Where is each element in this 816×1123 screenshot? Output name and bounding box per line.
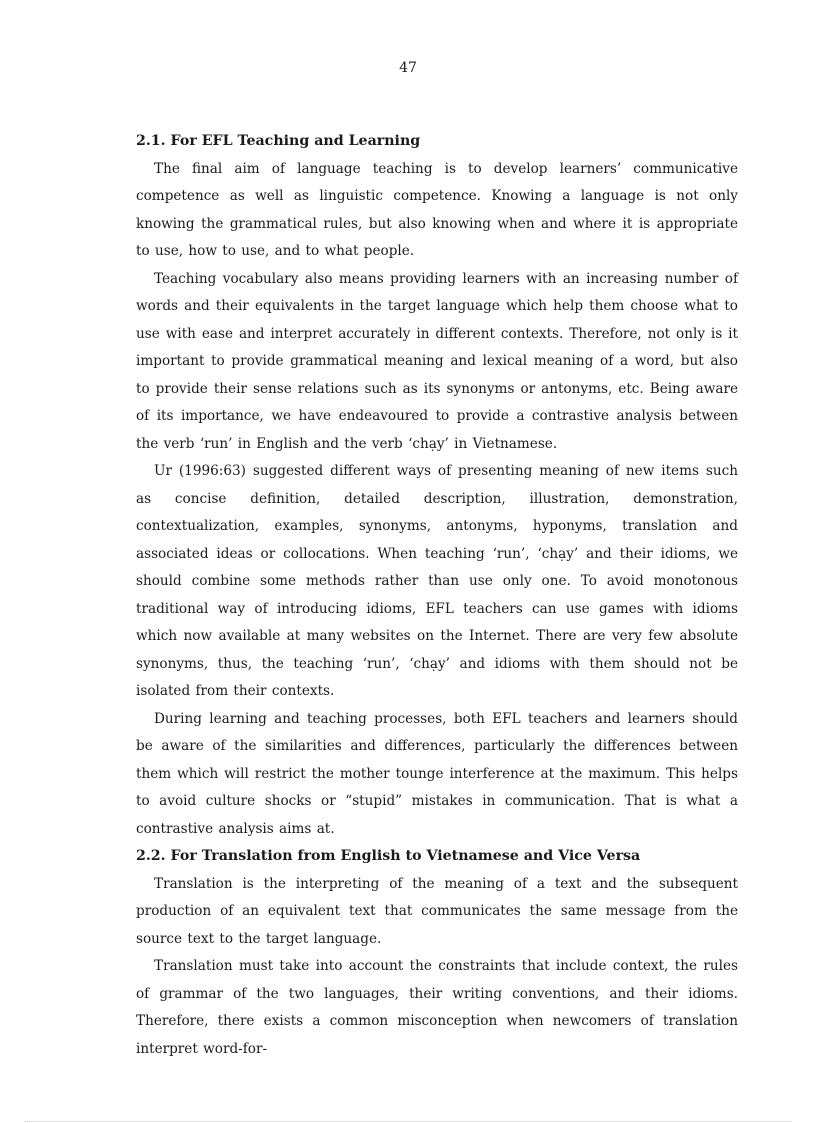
section-translation bbox=[136, 843, 738, 1063]
section-efl-teaching bbox=[136, 128, 738, 843]
page-bottom-border bbox=[24, 1121, 792, 1122]
paragraph: The final aim of language teaching is to develop learners’ communicative competence as well as linguistic competence. Knowing a language is not only knowing the grammatical rules, but also knowing when and where it is appropriate to use, how to use, and to what people. bbox=[136, 160, 738, 259]
paragraph: Ur (1996:63) suggested different ways of presenting meaning of new items such as concise definition, detailed description, illustration, demonstration, contextualization, examples, synonyms, antonyms, hyponyms, translation and associated ideas or collocations. When teaching ‘run’, ‘chạy’ and their idioms, we should combine some methods rather than use only one. To avoid monotonous traditional way of introducing idioms, EFL teachers can use games with idioms which now available at many websites on the Internet. There are very few absolute synonyms, thus, the teaching ‘run’, ‘chạy’ and idioms with them should not be isolated from their contexts. bbox=[136, 463, 738, 699]
paragraph: During learning and teaching processes, both EFL teachers and learners should be aware of the similarities and differences, particularly the differences between them which will restrict the mother tounge interference at the maximum. This helps to avoid culture shocks or “stupid” mistakes in communication. That is what a contrastive analysis aims at. bbox=[136, 710, 738, 837]
section-heading: 2.1. For EFL Teaching and Learning bbox=[136, 133, 421, 149]
document-body bbox=[136, 128, 738, 1063]
paragraph: Translation must take into account the constraints that include context, the rules of grammar of the two languages, their writing conventions, and their idioms. Therefore, there exists a common misconception when newcomers of translation interpret word-for- bbox=[136, 958, 738, 1057]
page-number: 47 bbox=[399, 60, 417, 76]
section-heading: 2.2. For Translation from English to Vietnamese and Vice Versa bbox=[136, 848, 641, 864]
paragraph: Translation is the interpreting of the meaning of a text and the subsequent production of an equivalent text that communicates the same message from the source text to the target language. bbox=[136, 875, 738, 947]
paragraph: Teaching vocabulary also means providing learners with an increasing number of words and their equivalents in the target language which help them choose what to use with ease and interpret accurately in different contexts. Therefore, not only is it important to provide grammatical meaning and lexical meaning of a word, but also to provide their sense relations such as its synonyms or antonyms, etc. Being aware of its importance, we have endeavoured to provide a contrastive analysis between the verb ‘run’ in English and the verb ‘chạy’ in Vietnamese. bbox=[136, 270, 738, 452]
